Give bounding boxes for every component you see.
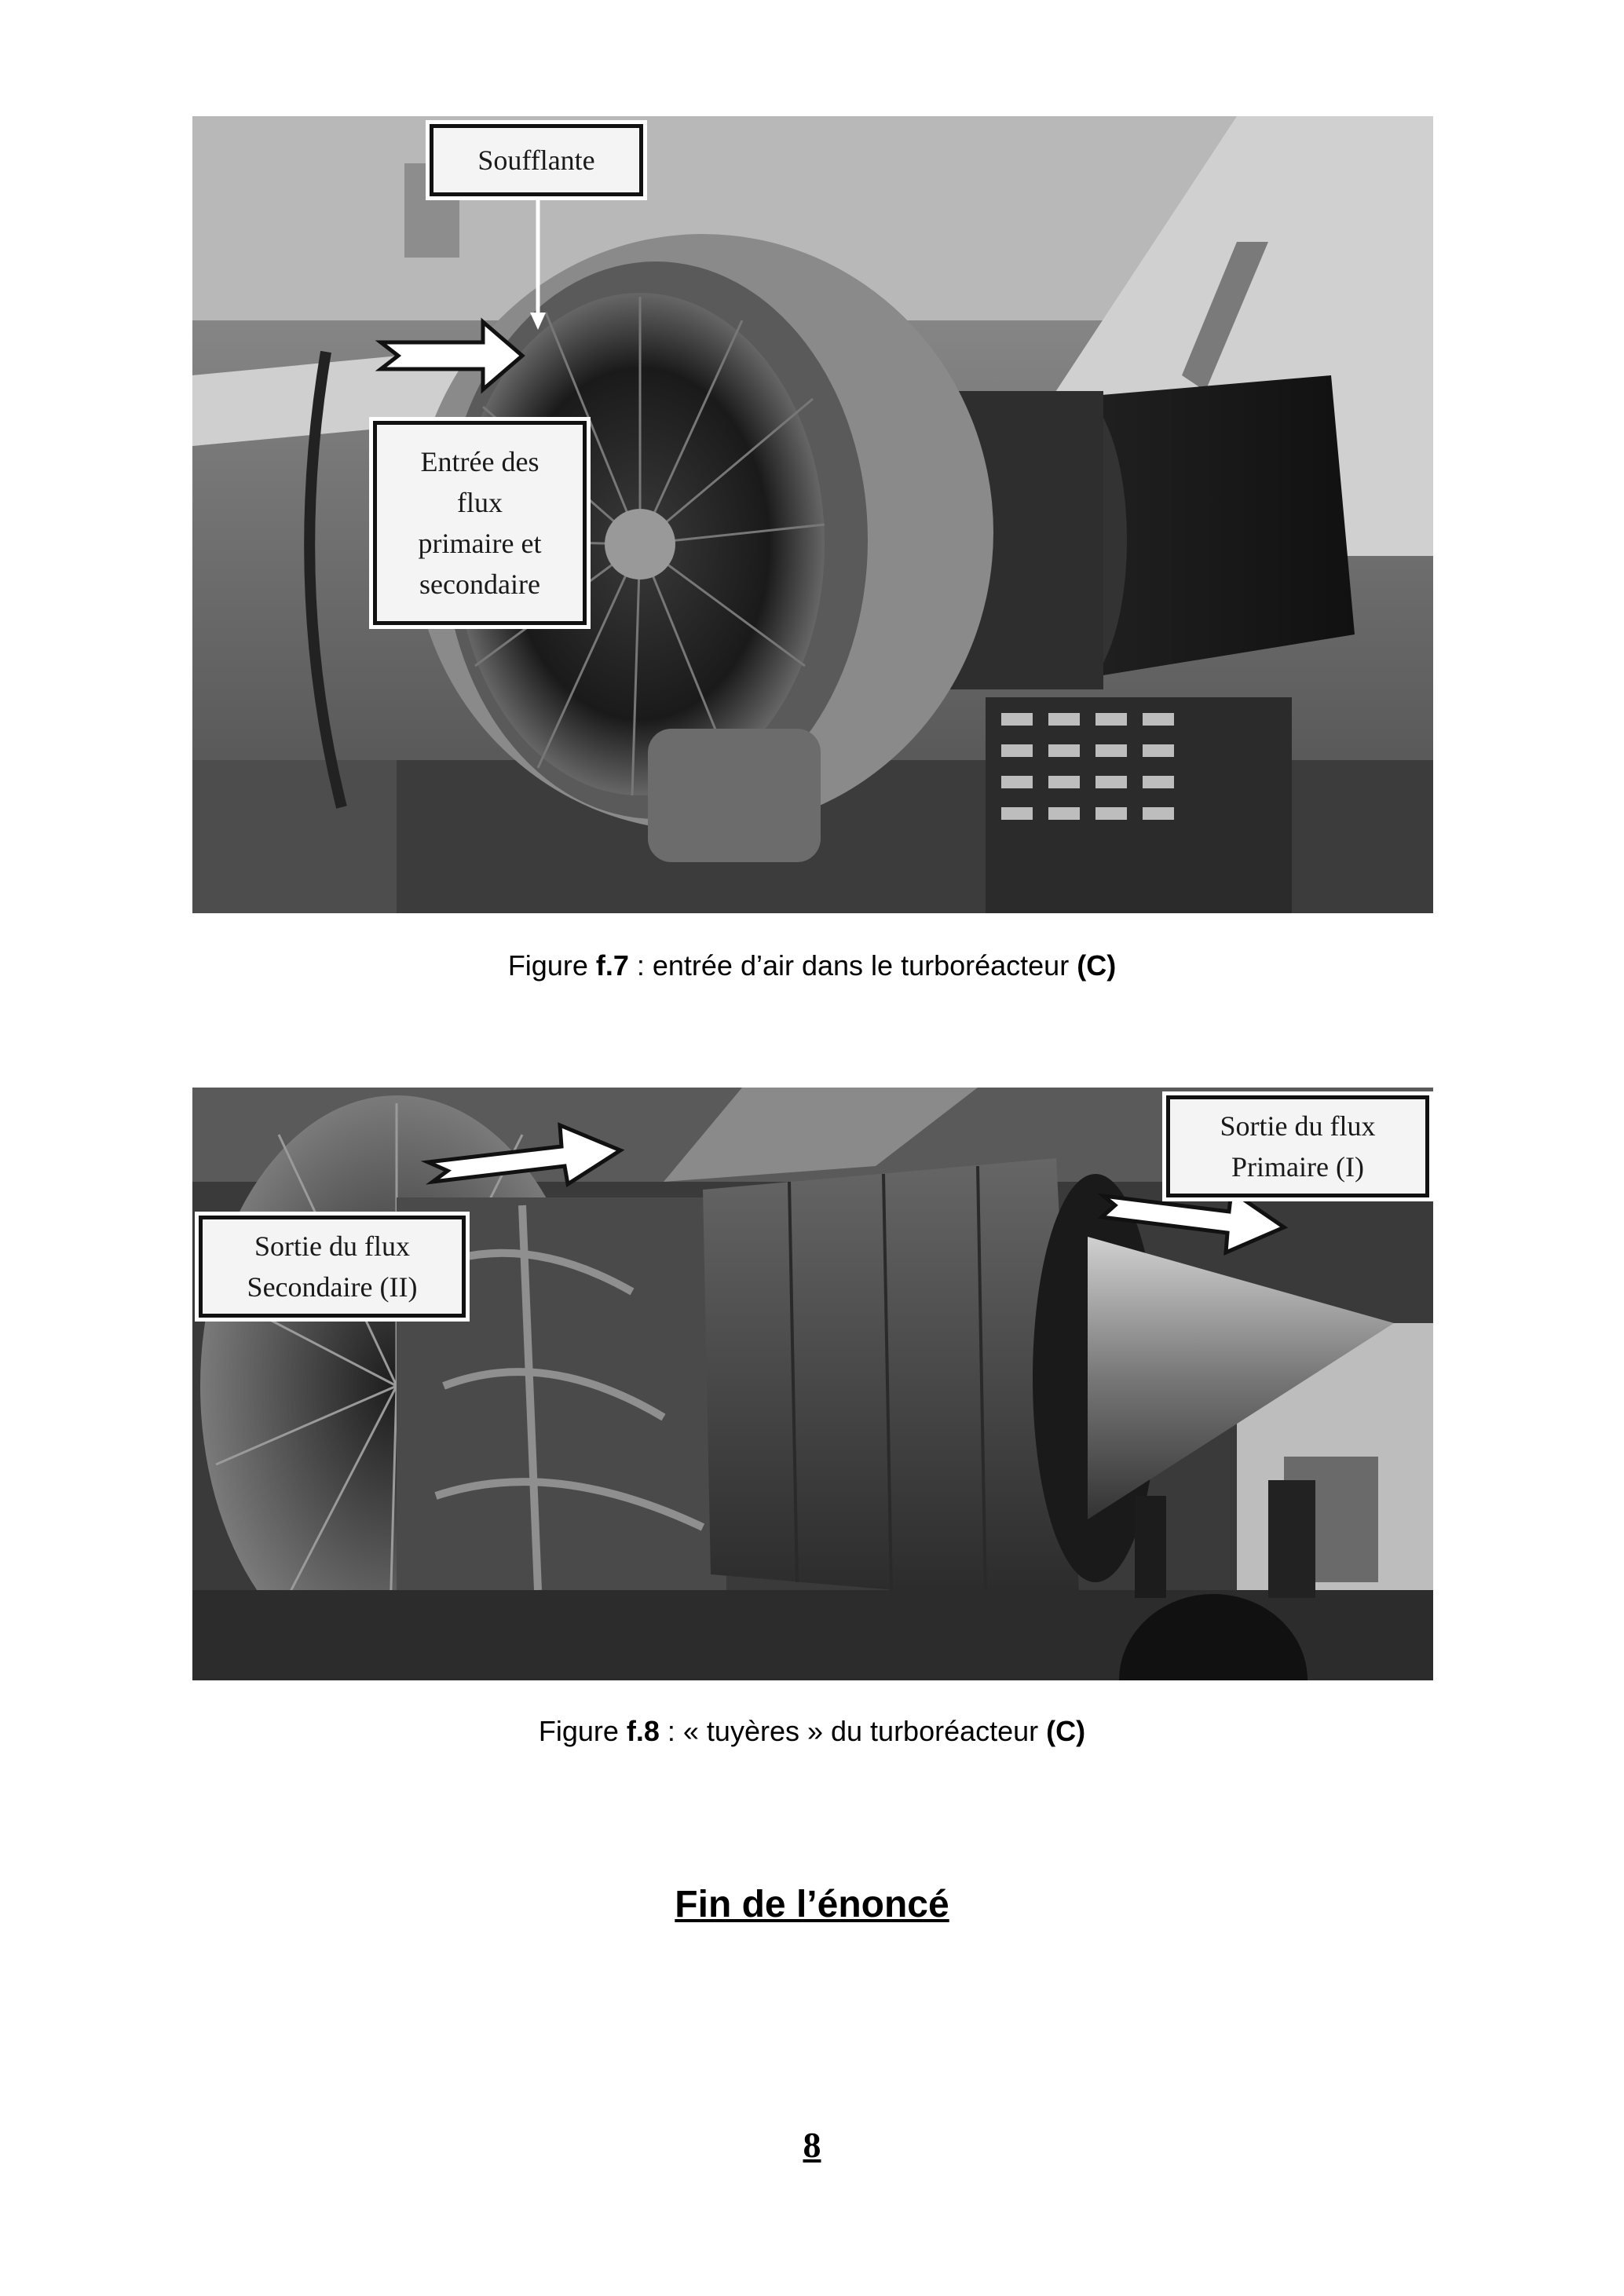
- secondary-exit-line-1: Sortie du flux: [254, 1230, 410, 1262]
- fan-label: [430, 124, 643, 196]
- inlet-label-line-3: primaire et: [418, 528, 542, 559]
- figure-8-caption: [0, 1714, 1624, 1749]
- figure-7-caption-suffix: (C): [1077, 949, 1117, 982]
- inlet-label-line-4: secondaire: [419, 569, 540, 600]
- figure-7-number: f.7: [595, 949, 629, 982]
- primary-exit-line-1: Sortie du flux: [1220, 1110, 1376, 1142]
- secondary-exit-line-2: Secondaire (II): [247, 1271, 418, 1303]
- inlet-label-line-2: flux: [457, 487, 503, 518]
- figure-7-caption-text: : entrée d’air dans le turboréacteur: [628, 949, 1077, 982]
- page-number: 8: [803, 2125, 821, 2165]
- inlet-flow-label: [373, 421, 587, 625]
- figure-8-caption-suffix: (C): [1046, 1715, 1086, 1747]
- figure-8-caption-text: : « tuyères » du turboréacteur: [659, 1715, 1047, 1747]
- figure-8-number: f.8: [626, 1715, 660, 1747]
- primary-exit-label: [1166, 1095, 1429, 1197]
- primary-exit-line-2: Primaire (I): [1231, 1151, 1364, 1183]
- figure-7-photo: [192, 116, 1433, 913]
- figure-7-caption: [0, 949, 1624, 983]
- inlet-label-line-1: Entrée des: [420, 446, 540, 477]
- figure-7-caption-prefix: Figure: [507, 949, 596, 982]
- figure-8-photo: [192, 1088, 1433, 1680]
- figure-8-caption-prefix: Figure: [538, 1715, 627, 1747]
- fan-label-text: Soufflante: [477, 144, 595, 176]
- end-of-statement-title: Fin de l’énoncé: [675, 1884, 949, 1925]
- secondary-exit-label: [199, 1216, 466, 1318]
